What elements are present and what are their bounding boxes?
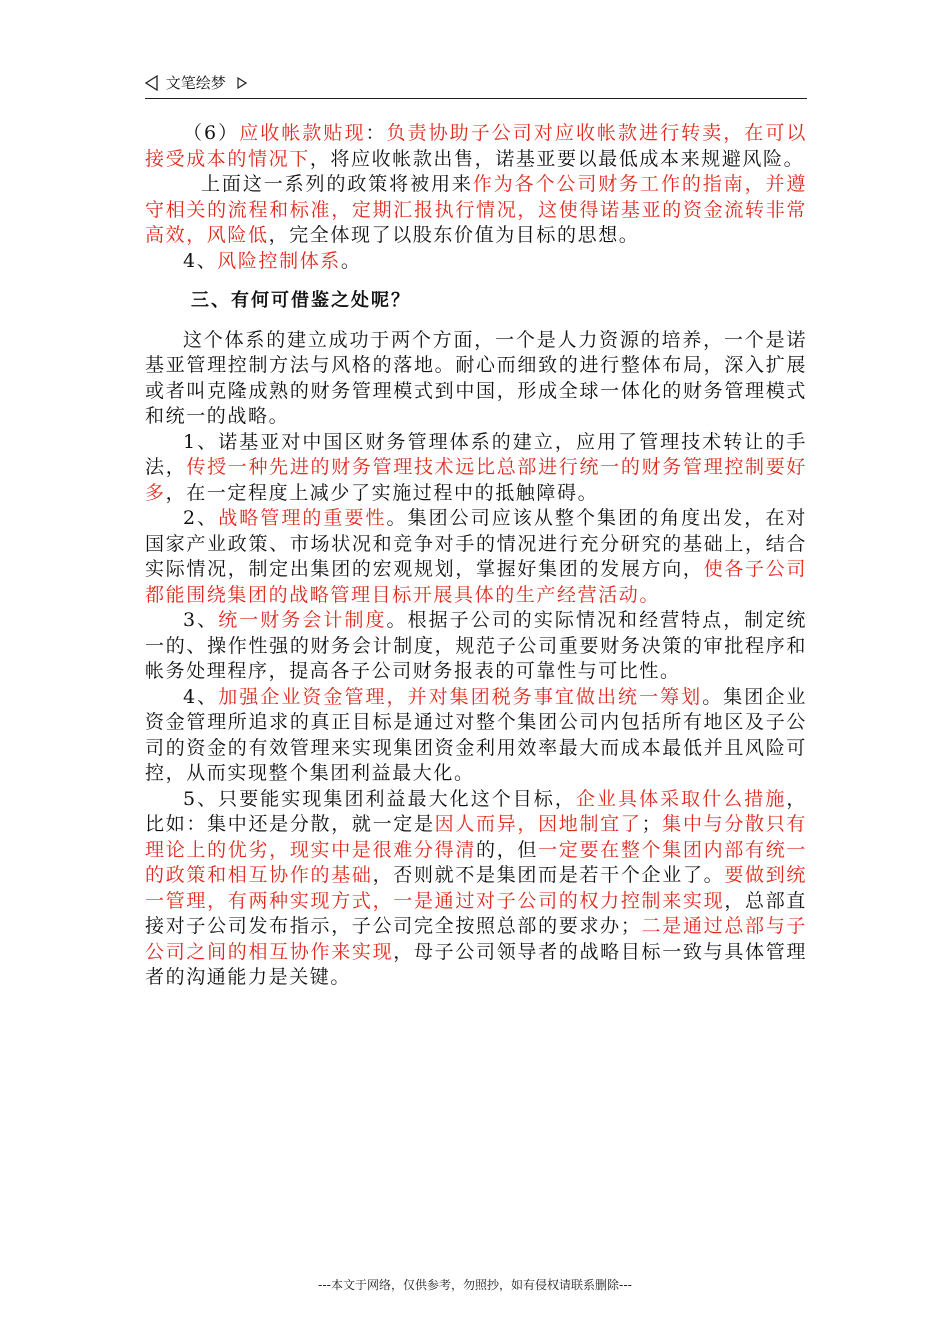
text-run: 的，但 (476, 838, 539, 861)
highlighted-text: 集中与分散只有理论上的优劣，现实中是很难分得清 (145, 813, 807, 861)
text-run: 4、 (183, 249, 218, 272)
paragraph (145, 685, 807, 787)
text-run: ，在一定程度上减少了实施过程中的抵触障碍。 (165, 481, 599, 504)
page-footer: ---本文于网络，仅供参考，勿照抄，如有侵权请联系删除--- (318, 1278, 632, 1292)
text-run: ； (641, 813, 663, 835)
document-body (145, 121, 807, 991)
text-run: ，将应收帐款出售，诺基亚要以最低成本来规避风险。 (309, 147, 805, 170)
text-run: 1、诺基亚对中国区财务管理体系的建立，应用了管理技术转让的手法， (145, 430, 807, 478)
highlighted-text: 战略管理的重要性 (218, 507, 387, 529)
paragraph (145, 608, 807, 685)
left-triangle-icon (145, 75, 159, 91)
paragraph (145, 172, 807, 249)
text-run: 。集团企业资金管理所追求的真正目标是通过对整个集团公司内包括所有地区及子公司的资金的有效管理来实现集团资金利用效率最大而成本最低并且风险可控，从而实现整个集团利益最大化。 (145, 685, 807, 784)
highlighted-text: 负责协助子公司对应收帐款进行转卖，在可以接受成本的情况下 (145, 122, 807, 170)
paragraph (145, 787, 807, 991)
text-run: ，母子公司领导者的战略目标一致与具体管理者的沟通能力是关键。 (145, 940, 807, 988)
text-run: 。根据子公司的实际情况和经营特点，制定统一的、操作性强的财务会计制度，规范子公司重要财务决策的审批程序和帐务处理程序，提高各子公司财务报表的可靠性与可比性。 (145, 609, 807, 682)
paragraph-group-1 (145, 121, 807, 274)
paragraph (145, 249, 807, 275)
paragraph-group-2 (145, 328, 807, 991)
highlighted-text: 统一财务会计制度 (218, 609, 387, 631)
text-run: ，总部直接对子公司发布指示，子公司完全按照总部的要求办； (145, 889, 807, 937)
text-run: 2、 (183, 507, 219, 529)
page-header (145, 72, 807, 99)
paragraph (145, 328, 807, 430)
text-run: 5、只要能实现集团利益最大化这个目标， (183, 787, 576, 810)
text-run: 3、 (183, 609, 219, 631)
highlighted-text: 要做到统一管理，有两种实现方式，一是通过对子公司的权力控制来实现 (145, 864, 807, 912)
text-run: 。 (340, 249, 362, 272)
text-run: 4、 (183, 685, 219, 708)
text-run: （6） (183, 122, 240, 144)
highlighted-text: 作为各个公司财务工作的指南，并遵守相关的流程和标准，定期汇报执行情况，这使得诺基亚的资金流转非常高效，风险低 (145, 173, 807, 246)
text-run: 。集团公司应该从整个集团的角度出发，在对国家产业政策、市场状况和竞争对手的情况进行充分研究的基础上，结合实际情况，制定出集团的宏观规划，掌握好集团的发展方向， (145, 507, 807, 580)
highlighted-text: 应收帐款贴现 (239, 122, 366, 144)
highlighted-text: 风险控制体系 (217, 249, 341, 272)
text-run: ： (365, 122, 387, 144)
highlighted-text: 传授一种先进的财务管理技术远比总部进行统一的财务管理控制要好多 (145, 456, 807, 504)
highlighted-text: 使各子公司都能围绕集团的战略管理目标开展具体的生产经营活动。 (145, 558, 807, 606)
highlighted-text: 因人而异，因地制宜了 (434, 813, 642, 835)
text-run: ，完全体现了以股东价值为目标的思想。 (268, 224, 640, 246)
highlighted-text: 一定要在整个集团内部有统一的政策和相互协作的基础 (145, 838, 807, 886)
text-run: 上面这一系列的政策将被用来 (201, 173, 473, 195)
highlighted-text: 二是通过总部与子公司之间的相互协作来实现 (145, 915, 807, 963)
right-triangle-icon (237, 77, 247, 89)
highlighted-text: 企业具体采取什么措施 (575, 787, 787, 810)
text-run: ，否则就不是集团而是若干个企业了。 (372, 864, 725, 886)
paragraph (145, 430, 807, 507)
highlighted-text: 加强企业资金管理，并对集团税务事宜做出统一筹划 (218, 685, 703, 708)
paragraph (145, 121, 807, 172)
text-run: ，比如：集中还是分散，就一定是 (145, 787, 807, 835)
paragraph (145, 506, 807, 608)
text-run: 这个体系的建立成功于两个方面，一个是人力资源的培养，一个是诺基亚管理控制方法与风格的落地。耐心而细致的进行整体布局，深入扩展或者叫克隆成熟的财务管理模式到中国，形成全球一体化的财务管理模式和统一的战略。 (145, 328, 807, 427)
section-heading: 三、有何可借鉴之处呢？ (191, 290, 411, 311)
header-title: 文笔绘梦 (165, 74, 226, 92)
